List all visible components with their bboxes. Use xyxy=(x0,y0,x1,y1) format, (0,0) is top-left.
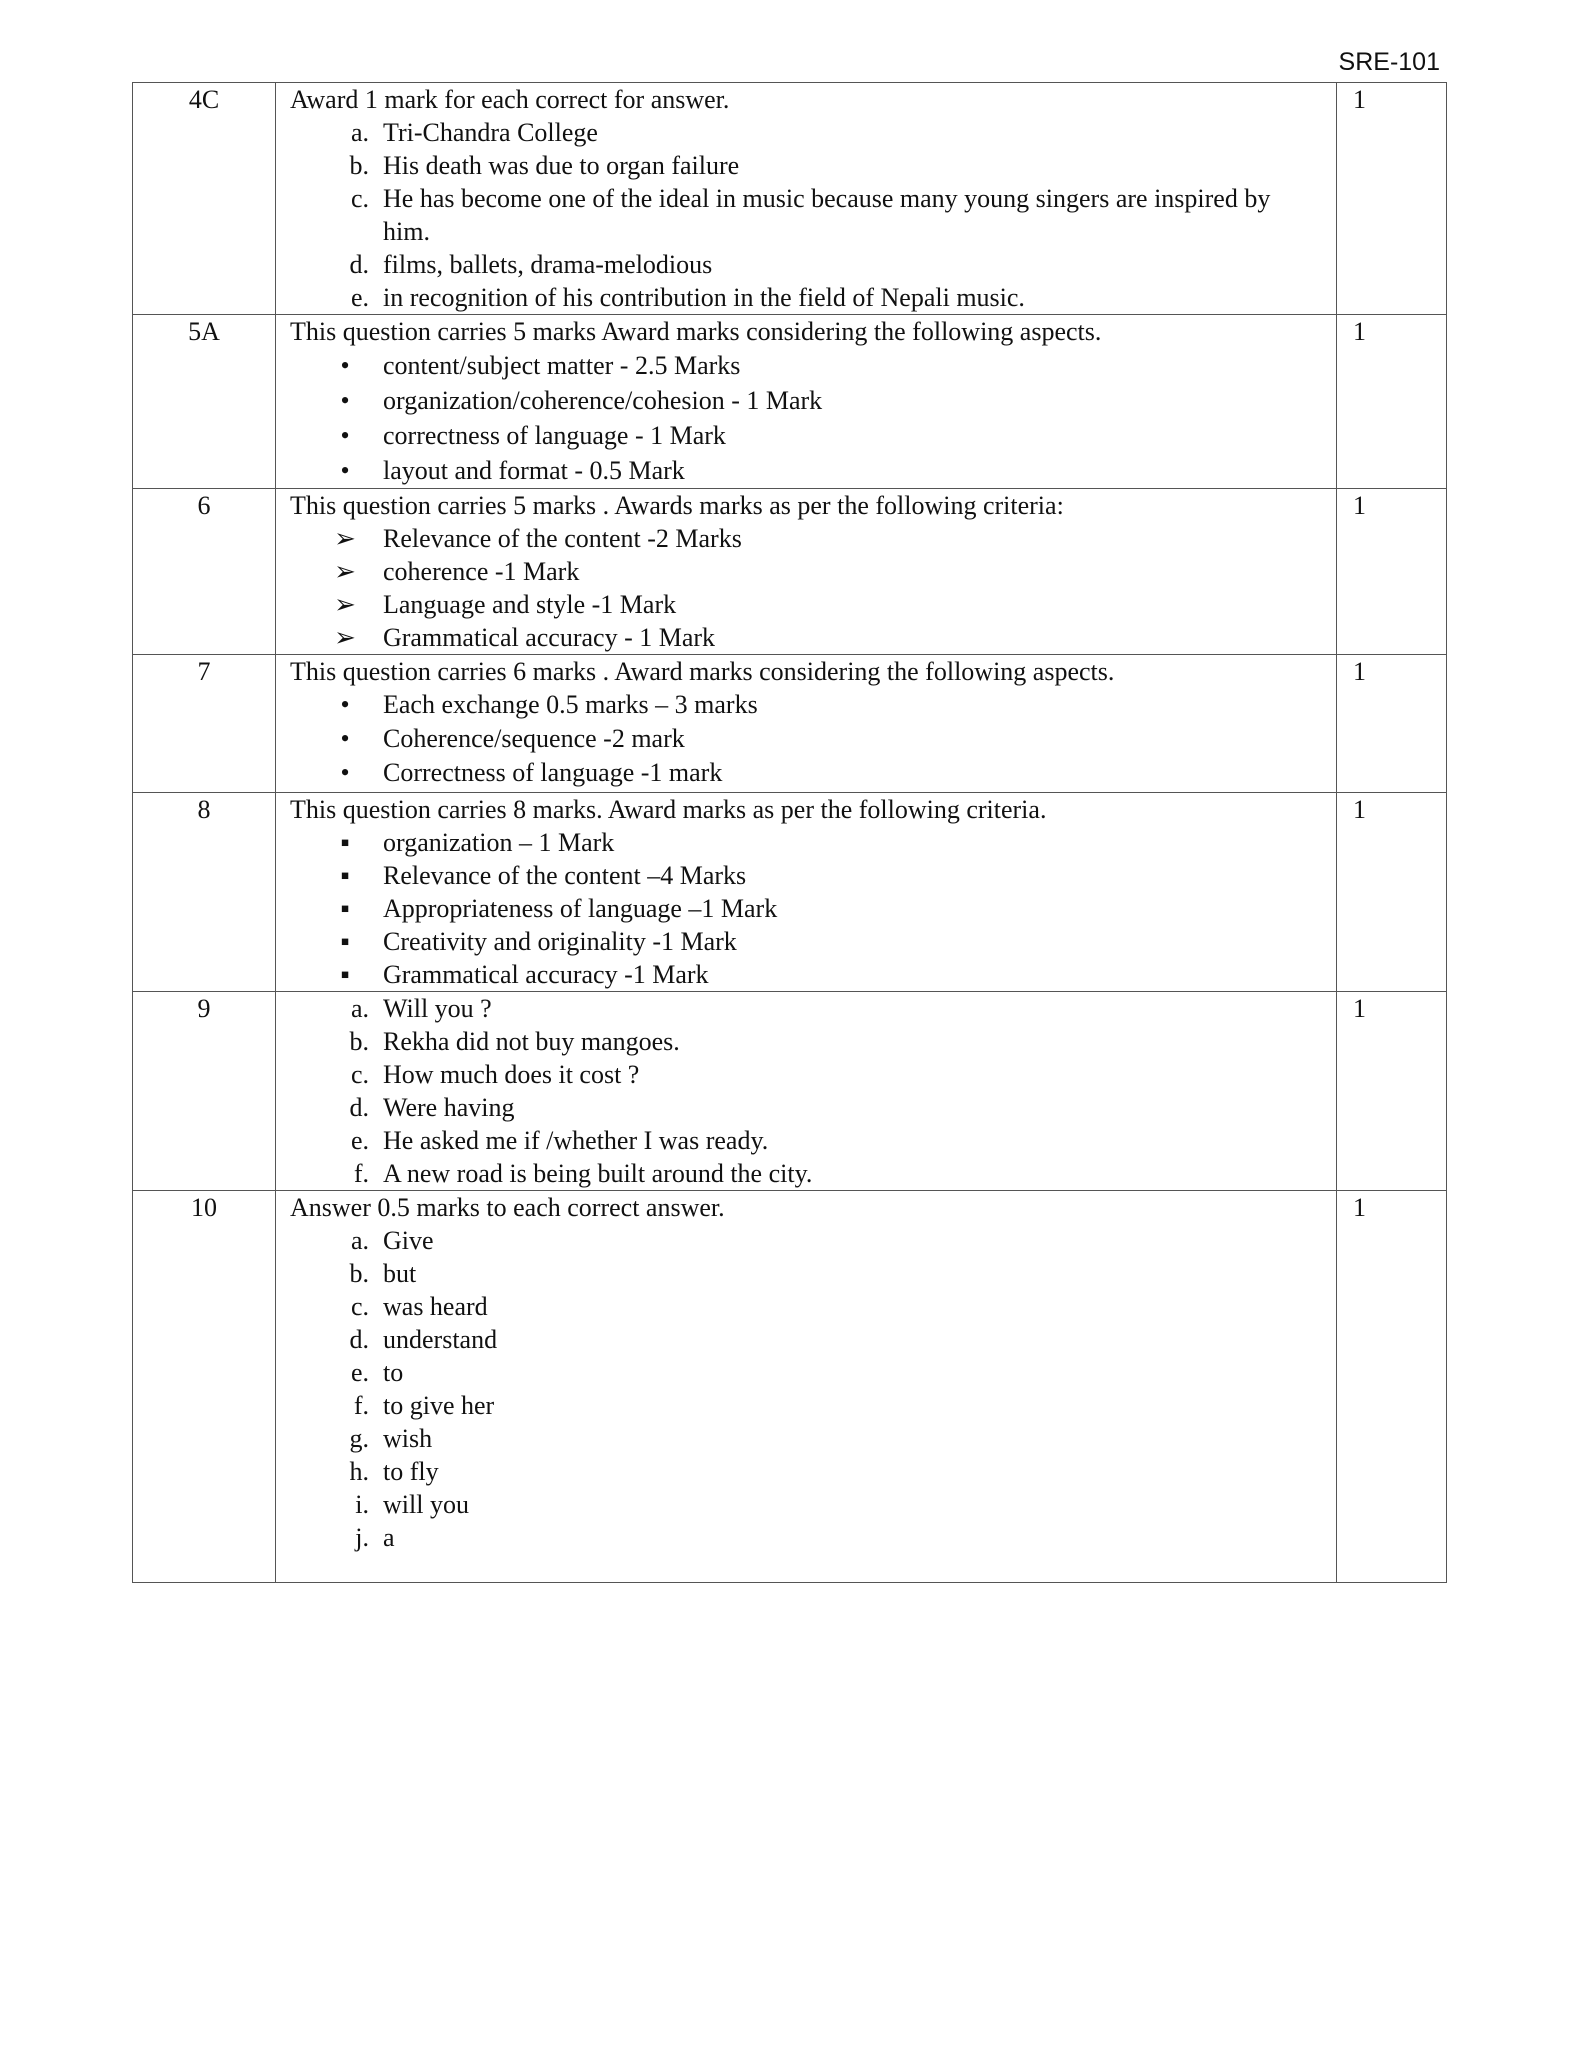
answer-content xyxy=(276,793,1337,992)
list-item xyxy=(290,418,1336,453)
arrow-bullet-icon: ➢ xyxy=(334,623,356,652)
list-marker: a. xyxy=(350,1226,369,1255)
answer-list xyxy=(290,1224,1336,1554)
list-item-text: Relevance of the content -2 Marks xyxy=(383,524,742,553)
question-number: 9 xyxy=(133,992,276,1191)
answer-list xyxy=(290,992,1336,1190)
arrow-bullet-icon: ➢ xyxy=(334,524,356,553)
list-item xyxy=(290,859,1336,892)
answer-content xyxy=(276,489,1337,655)
list-item-text: was heard xyxy=(383,1292,488,1321)
criteria-list xyxy=(290,522,1336,654)
list-item-text: Were having xyxy=(383,1093,515,1122)
list-item xyxy=(290,383,1336,418)
list-item xyxy=(290,621,1336,654)
list-item-text: He asked me if /whether I was ready. xyxy=(383,1126,769,1155)
row-instruction: Award 1 mark for each correct for answer. xyxy=(290,85,730,114)
list-item xyxy=(290,892,1336,925)
table-row-4c xyxy=(133,83,1447,315)
list-item-text: Rekha did not buy mangoes. xyxy=(383,1027,680,1056)
marks-value: 1 xyxy=(1337,489,1447,655)
bullet-icon: • xyxy=(340,456,350,485)
list-marker: e. xyxy=(350,1126,369,1155)
list-marker: a. xyxy=(350,994,369,1023)
list-item xyxy=(290,1389,1336,1422)
list-item xyxy=(290,149,1336,182)
list-item xyxy=(290,1488,1336,1521)
list-item-text: Tri-Chandra College xyxy=(383,118,598,147)
list-marker: b. xyxy=(349,1259,369,1288)
answer-list xyxy=(290,116,1336,314)
answer-content xyxy=(276,315,1337,489)
list-item xyxy=(290,1257,1336,1290)
square-bullet-icon: ▪ xyxy=(340,894,350,923)
list-item xyxy=(290,1157,1336,1190)
list-item-text: Will you ? xyxy=(383,994,492,1023)
list-marker: e. xyxy=(350,1358,369,1387)
list-item xyxy=(290,555,1336,588)
bullet-icon: • xyxy=(340,724,350,753)
table-row-8 xyxy=(133,793,1447,992)
answer-content xyxy=(276,992,1337,1191)
table-row-7 xyxy=(133,655,1447,793)
list-item-text: understand xyxy=(383,1325,498,1354)
list-item-text: to give her xyxy=(383,1391,495,1420)
list-item xyxy=(290,348,1336,383)
square-bullet-icon: ▪ xyxy=(340,828,350,857)
bullet-icon: • xyxy=(340,690,350,719)
list-item-text: correctness of language - 1 Mark xyxy=(383,421,726,450)
list-item-text: content/subject matter - 2.5 Marks xyxy=(383,351,741,380)
list-item-text: films, ballets, drama-melodious xyxy=(383,250,713,279)
list-item xyxy=(290,1224,1336,1257)
list-marker: d. xyxy=(349,1325,369,1354)
table-row-6 xyxy=(133,489,1447,655)
list-item xyxy=(290,722,1336,756)
list-item xyxy=(290,958,1336,991)
list-item-text: A new road is being built around the city. xyxy=(383,1159,813,1188)
list-marker: c. xyxy=(350,1292,369,1321)
answer-content xyxy=(276,655,1337,793)
list-item-text: organization/coherence/cohesion - 1 Mark xyxy=(383,386,823,415)
table-row-5a xyxy=(133,315,1447,489)
list-item xyxy=(290,688,1336,722)
list-item-text: wish xyxy=(383,1424,433,1453)
marks-value: 1 xyxy=(1337,793,1447,992)
marks-value: 1 xyxy=(1337,992,1447,1191)
list-marker: f. xyxy=(353,1159,369,1188)
row-instruction: This question carries 8 marks. Award marks as per the following criteria. xyxy=(290,795,1047,824)
list-item xyxy=(290,1521,1336,1554)
question-number: 7 xyxy=(133,655,276,793)
list-marker: i. xyxy=(355,1490,369,1519)
list-item xyxy=(290,116,1336,149)
list-marker: h. xyxy=(349,1457,369,1486)
list-item-text: How much does it cost ? xyxy=(383,1060,640,1089)
list-item xyxy=(290,826,1336,859)
arrow-bullet-icon: ➢ xyxy=(334,557,356,586)
marks-value: 1 xyxy=(1337,315,1447,489)
list-item-text: Language and style -1 Mark xyxy=(383,590,677,619)
list-marker: j. xyxy=(355,1523,369,1552)
list-marker: f. xyxy=(353,1391,369,1420)
bullet-icon: • xyxy=(340,421,350,450)
list-item-text: Creativity and originality -1 Mark xyxy=(383,927,737,956)
list-item xyxy=(290,925,1336,958)
list-item-text: layout and format - 0.5 Mark xyxy=(383,456,685,485)
marking-scheme-table xyxy=(132,82,1447,1583)
list-item-text: Give xyxy=(383,1226,434,1255)
document-code: SRE-101 xyxy=(1338,48,1440,76)
question-number: 6 xyxy=(133,489,276,655)
list-item-text: Grammatical accuracy - 1 Mark xyxy=(383,623,716,652)
bullet-icon: • xyxy=(340,758,350,787)
list-item xyxy=(290,453,1336,488)
row-instruction: This question carries 5 marks . Awards marks as per the following criteria: xyxy=(290,491,1064,520)
square-bullet-icon: ▪ xyxy=(340,960,350,989)
question-number: 10 xyxy=(133,1191,276,1583)
row-instruction: Answer 0.5 marks to each correct answer. xyxy=(290,1193,725,1222)
square-bullet-icon: ▪ xyxy=(340,927,350,956)
list-item-text: a xyxy=(383,1523,395,1552)
list-item-text: but xyxy=(383,1259,417,1288)
list-item xyxy=(290,756,1336,790)
list-item xyxy=(290,1455,1336,1488)
bullet-icon: • xyxy=(340,351,350,380)
marks-value: 1 xyxy=(1337,1191,1447,1583)
list-marker: c. xyxy=(350,1060,369,1089)
list-item-text: Correctness of language -1 mark xyxy=(383,758,723,787)
list-item xyxy=(290,1091,1336,1124)
list-item xyxy=(290,281,1336,314)
marks-value: 1 xyxy=(1337,83,1447,315)
row-instruction: This question carries 6 marks . Award marks considering the following aspects. xyxy=(290,657,1115,686)
list-item xyxy=(290,248,1336,281)
list-item-text: Appropriateness of language –1 Mark xyxy=(383,894,778,923)
criteria-list xyxy=(290,348,1336,488)
marks-value: 1 xyxy=(1337,655,1447,793)
list-item-text: Grammatical accuracy -1 Mark xyxy=(383,960,709,989)
list-item-text: to fly xyxy=(383,1457,439,1486)
criteria-list xyxy=(290,688,1336,790)
list-item-text: in recognition of his contribution in the field of Nepali music. xyxy=(383,283,1025,312)
list-item-text: coherence -1 Mark xyxy=(383,557,580,586)
list-item-text: Coherence/sequence -2 mark xyxy=(383,724,685,753)
question-number: 5A xyxy=(133,315,276,489)
list-item xyxy=(290,1422,1336,1455)
list-marker: d. xyxy=(349,1093,369,1122)
list-marker: a. xyxy=(350,118,369,147)
list-item xyxy=(290,1356,1336,1389)
criteria-list xyxy=(290,826,1336,991)
list-marker: b. xyxy=(349,1027,369,1056)
list-item xyxy=(290,522,1336,555)
list-item xyxy=(290,182,1336,248)
list-item-text: His death was due to organ failure xyxy=(383,151,740,180)
question-number: 4C xyxy=(133,83,276,315)
table-row-9 xyxy=(133,992,1447,1191)
answer-content xyxy=(276,83,1337,315)
list-marker: g. xyxy=(349,1424,369,1453)
row-instruction: This question carries 5 marks Award marks considering the following aspects. xyxy=(290,317,1102,346)
list-item-text: to xyxy=(383,1358,404,1387)
question-number: 8 xyxy=(133,793,276,992)
list-item-text: He has become one of the ideal in music because many young singers are inspired by him. xyxy=(383,184,1271,246)
list-marker: e. xyxy=(350,283,369,312)
list-item xyxy=(290,1323,1336,1356)
bullet-icon: • xyxy=(340,386,350,415)
list-item xyxy=(290,588,1336,621)
arrow-bullet-icon: ➢ xyxy=(334,590,356,619)
list-item-text: will you xyxy=(383,1490,469,1519)
list-item xyxy=(290,1290,1336,1323)
list-item-text: Each exchange 0.5 marks – 3 marks xyxy=(383,690,758,719)
list-item xyxy=(290,1124,1336,1157)
list-item xyxy=(290,992,1336,1025)
list-item xyxy=(290,1025,1336,1058)
list-marker: b. xyxy=(349,151,369,180)
list-item xyxy=(290,1058,1336,1091)
list-item-text: organization – 1 Mark xyxy=(383,828,615,857)
answer-content xyxy=(276,1191,1337,1583)
list-marker: c. xyxy=(350,184,369,213)
list-marker: d. xyxy=(349,250,369,279)
list-item-text: Relevance of the content –4 Marks xyxy=(383,861,747,890)
square-bullet-icon: ▪ xyxy=(340,861,350,890)
table-row-10 xyxy=(133,1191,1447,1583)
